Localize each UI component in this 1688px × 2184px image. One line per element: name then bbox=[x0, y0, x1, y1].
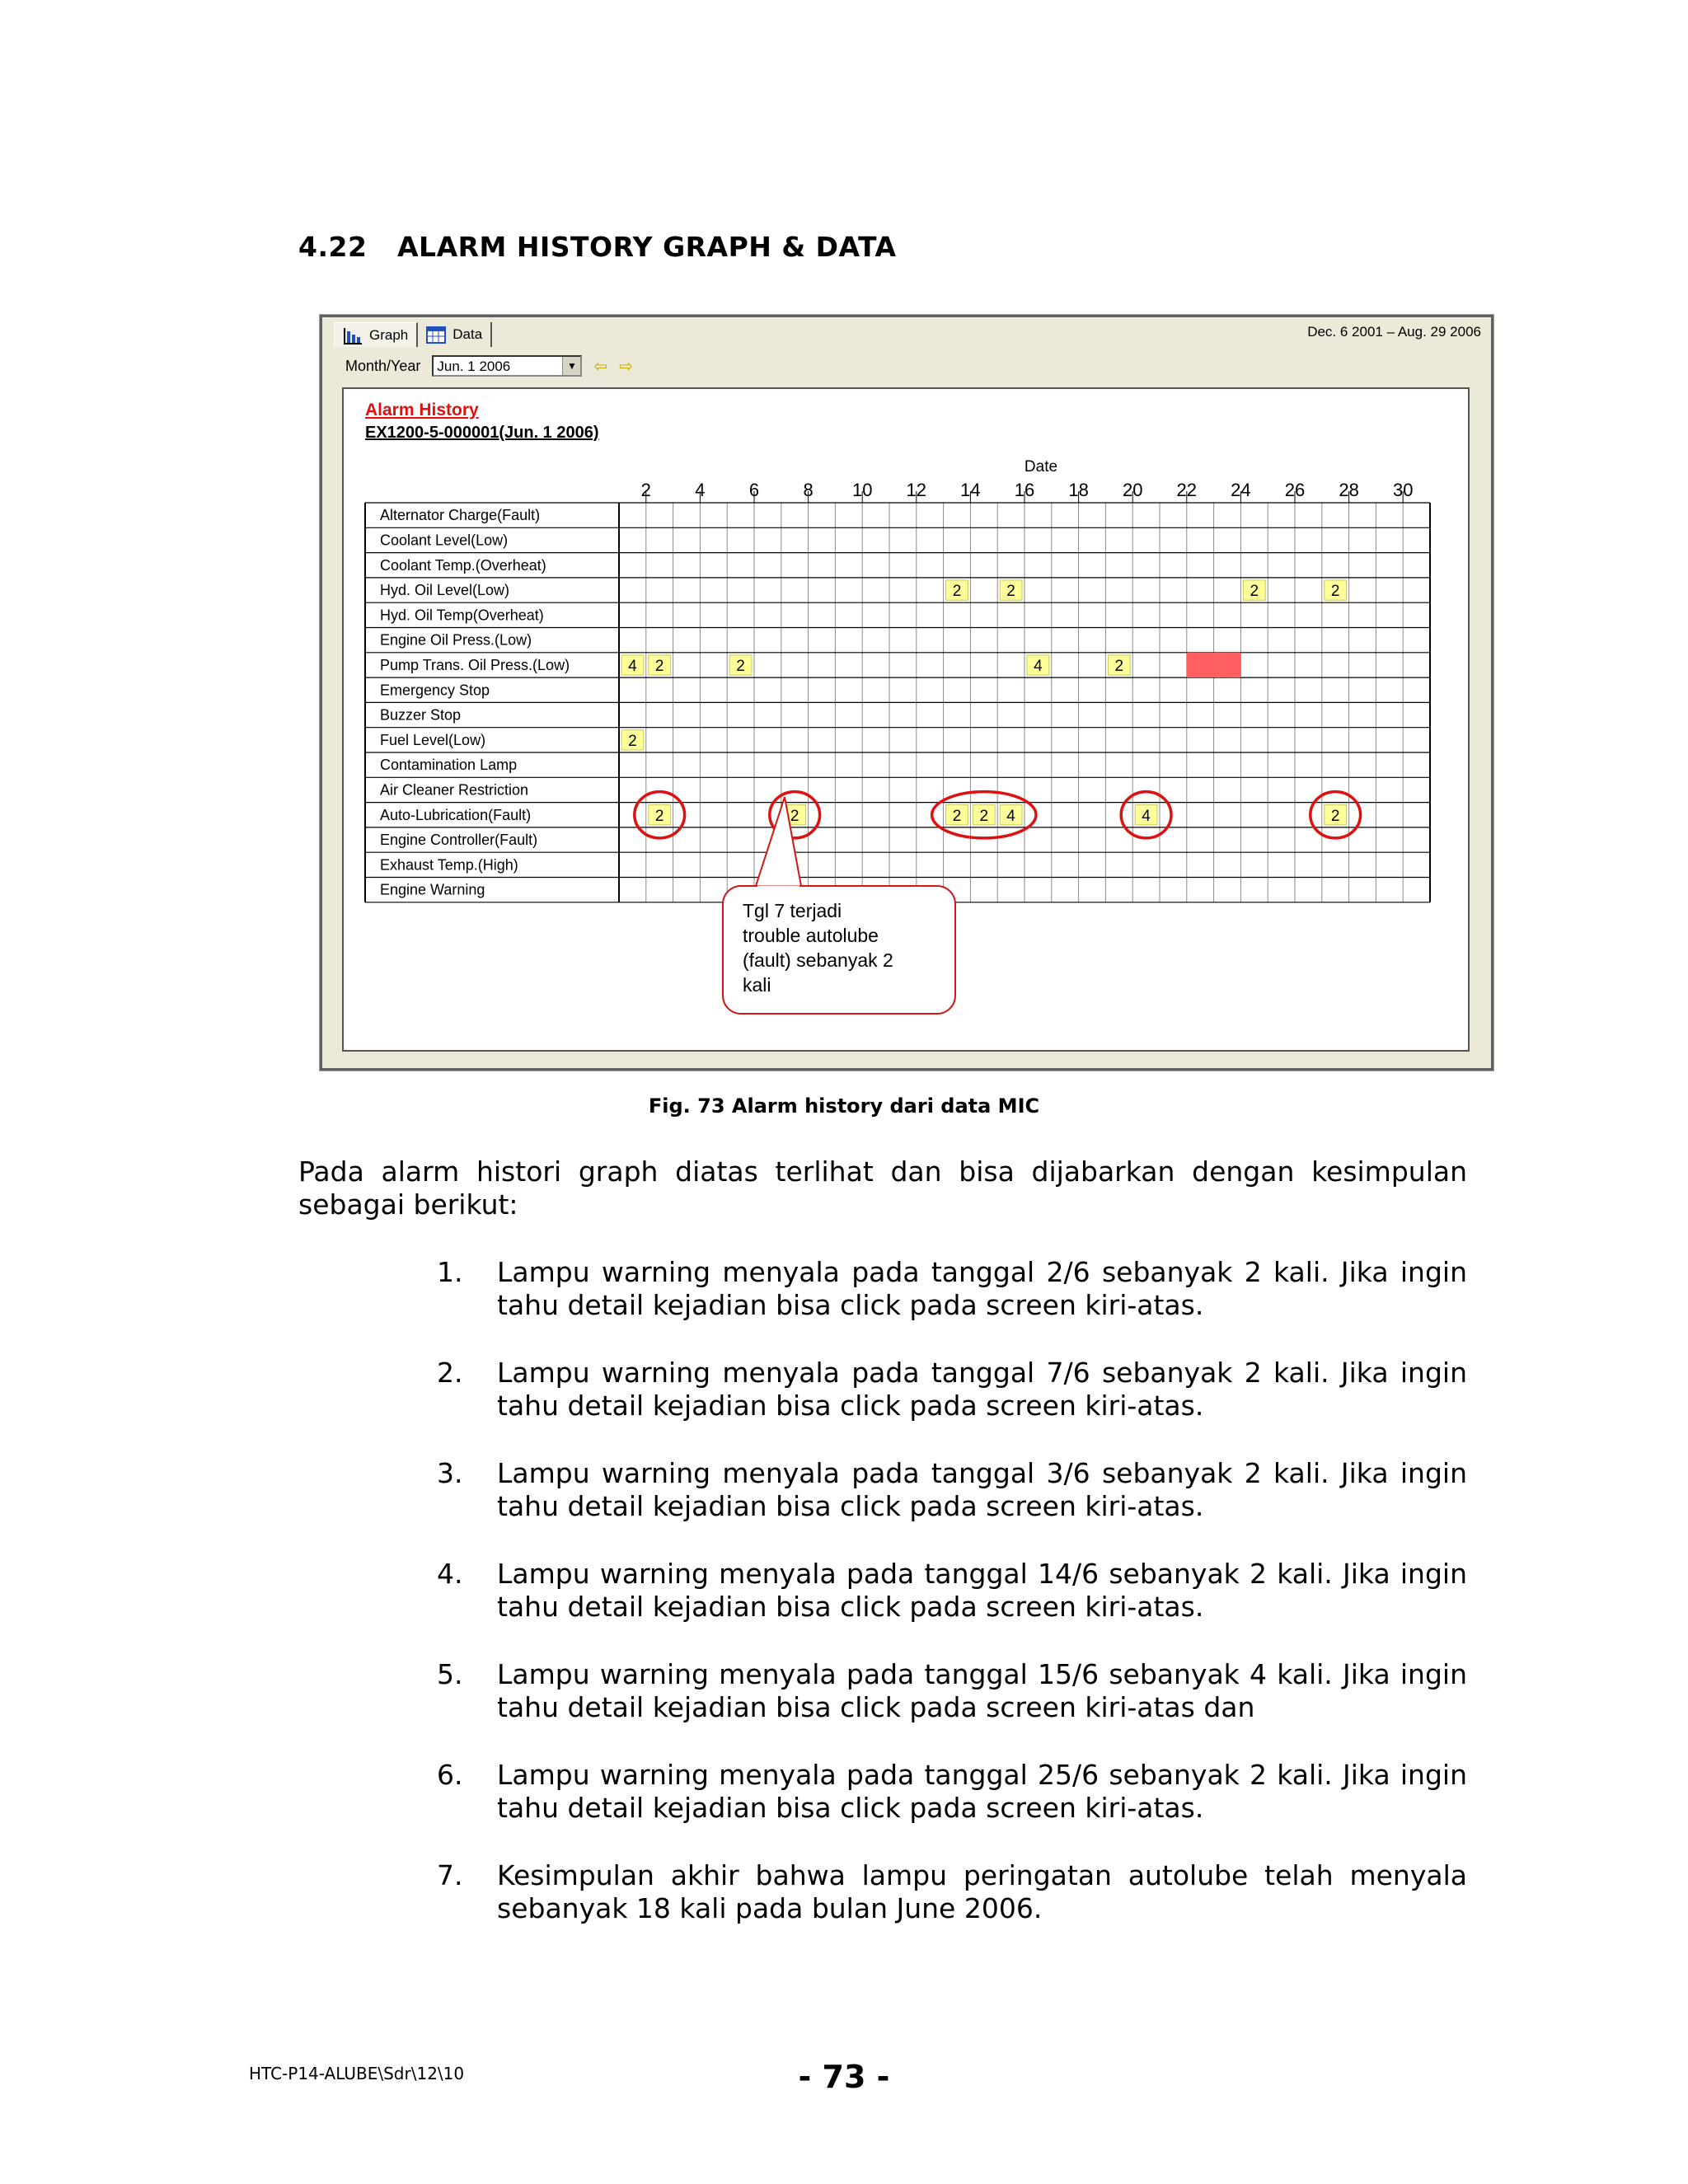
alarm-row-label: Coolant Level(Low) bbox=[380, 532, 509, 549]
list-item-number: 1. bbox=[437, 1256, 463, 1288]
section-number: 4.22 bbox=[298, 231, 368, 263]
alarm-row-label: Engine Oil Press.(Low) bbox=[380, 631, 532, 649]
x-tick-label: 16 bbox=[1014, 480, 1035, 500]
x-axis-label: Date bbox=[1024, 458, 1058, 476]
list-item-text: Lampu warning menyala pada tanggal 14/6 sebanyak 2 kali. Jika ingin tahu detail kejadian bisa click pada screen kiri-atas. bbox=[497, 1558, 1467, 1623]
callout-line-2: trouble autolube bbox=[743, 925, 879, 946]
alarm-row-label: Buzzer Stop bbox=[380, 706, 462, 724]
list-item-text: Lampu warning menyala pada tanggal 15/6 sebanyak 4 kali. Jika ingin tahu detail kejadian bisa click pada screen kiri-atas dan bbox=[497, 1658, 1467, 1723]
list-item-number: 4. bbox=[437, 1558, 463, 1590]
alarm-row-label: Engine Warning bbox=[380, 881, 485, 898]
alarm-count: 2 bbox=[628, 732, 637, 750]
month-year-value: Jun. 1 2006 bbox=[437, 359, 511, 374]
alarm-row-label: Emergency Stop bbox=[380, 682, 490, 699]
fault-cell[interactable] bbox=[1187, 653, 1214, 677]
x-tick-label: 12 bbox=[906, 480, 927, 500]
x-tick-label: 26 bbox=[1284, 480, 1306, 500]
alarm-row-label: Contamination Lamp bbox=[380, 757, 518, 774]
month-year-label: Month/Year bbox=[345, 357, 421, 374]
list-item-text: Lampu warning menyala pada tanggal 25/6 sebanyak 2 kali. Jika ingin tahu detail kejadian bisa click pada screen kiri-atas. bbox=[497, 1759, 1467, 1824]
page-number: - 73 - bbox=[798, 2059, 890, 2095]
list-item-text: Kesimpulan akhir bahwa lampu peringatan autolube telah menyala sebanyak 18 kali pada bulan June 2006. bbox=[497, 1859, 1467, 1924]
alarm-row-label: Hyd. Oil Level(Low) bbox=[380, 582, 510, 599]
x-tick-label: 30 bbox=[1392, 480, 1414, 500]
alarm-row-label: Coolant Temp.(Overheat) bbox=[380, 556, 546, 574]
alarm-count: 2 bbox=[1250, 583, 1259, 601]
alarm-count: 2 bbox=[1330, 807, 1340, 825]
x-tick-label: 20 bbox=[1122, 480, 1143, 500]
alarm-count: 2 bbox=[979, 807, 989, 825]
document-code: HTC-P14-ALUBE\Sdr\12\10 bbox=[249, 2064, 465, 2083]
tab-graph[interactable] bbox=[334, 322, 418, 347]
bar-chart-icon bbox=[343, 326, 363, 344]
tab-graph-label: Graph bbox=[369, 326, 409, 343]
alarm-count: 2 bbox=[654, 657, 664, 675]
x-tick-label: 28 bbox=[1339, 480, 1359, 500]
month-toolbar bbox=[345, 355, 633, 377]
alarm-row-label: Air Cleaner Restriction bbox=[380, 781, 529, 799]
intro-paragraph: Pada alarm histori graph diatas terlihat dan bisa dijabarkan dengan kesimpulan sebagai berikut: bbox=[298, 1155, 1467, 1221]
list-item-number: 2. bbox=[437, 1357, 463, 1389]
list-item-number: 6. bbox=[437, 1759, 463, 1791]
list-item-number: 5. bbox=[437, 1658, 463, 1690]
x-tick-label: 4 bbox=[695, 480, 706, 500]
x-tick-label: 14 bbox=[960, 480, 981, 500]
alarm-row-label: Exhaust Temp.(High) bbox=[380, 856, 518, 874]
alarm-row-label: Hyd. Oil Temp(Overheat) bbox=[380, 607, 544, 624]
x-tick-label: 24 bbox=[1231, 480, 1251, 500]
alarm-count: 4 bbox=[1006, 807, 1015, 825]
month-year-select[interactable] bbox=[432, 355, 582, 377]
list-item bbox=[437, 1759, 1467, 1825]
callout-line-4: kali bbox=[743, 974, 771, 996]
alarm-row-label: Pump Trans. Oil Press.(Low) bbox=[380, 656, 570, 673]
alarm-count: 2 bbox=[654, 807, 664, 825]
list-item bbox=[437, 1658, 1467, 1724]
conclusion-list bbox=[437, 1256, 1467, 1960]
alarm-row-label: Auto-Lubrication(Fault) bbox=[380, 806, 532, 823]
tab-data-label: Data bbox=[452, 326, 483, 342]
alarm-row-label: Engine Controller(Fault) bbox=[380, 832, 538, 849]
view-tabs bbox=[334, 322, 492, 347]
graph-panel bbox=[342, 387, 1470, 1052]
alarm-count: 2 bbox=[1006, 583, 1015, 601]
chart-title: Alarm History bbox=[365, 401, 479, 419]
x-tick-label: 6 bbox=[748, 480, 760, 500]
alarm-count: 2 bbox=[790, 807, 799, 825]
chevron-down-icon[interactable]: ▼ bbox=[562, 357, 580, 375]
alarm-history-chart bbox=[344, 389, 1468, 1050]
section-title: ALARM HISTORY GRAPH & DATA bbox=[397, 231, 897, 263]
list-item bbox=[437, 1859, 1467, 1925]
date-range: Dec. 6 2001 – Aug. 29 2006 bbox=[1307, 324, 1481, 340]
list-item-number: 7. bbox=[437, 1859, 463, 1891]
alarm-count: 4 bbox=[1034, 657, 1043, 675]
x-tick-label: 2 bbox=[640, 480, 651, 500]
figure-caption: Fig. 73 Alarm history dari data MIC bbox=[648, 1094, 1040, 1118]
list-item bbox=[437, 1357, 1467, 1422]
alarm-count: 2 bbox=[1114, 657, 1124, 675]
callout-line-1: Tgl 7 terjadi bbox=[743, 900, 842, 921]
calendar-table-icon bbox=[426, 326, 446, 344]
list-item-text: Lampu warning menyala pada tanggal 7/6 sebanyak 2 kali. Jika ingin tahu detail kejadian bisa click pada screen kiri-atas. bbox=[497, 1357, 1467, 1422]
alarm-row-label: Fuel Level(Low) bbox=[380, 731, 486, 748]
section-heading bbox=[298, 231, 897, 263]
alarm-count: 4 bbox=[628, 657, 637, 675]
alarm-count: 2 bbox=[1330, 583, 1340, 601]
list-item bbox=[437, 1558, 1467, 1624]
x-tick-label: 8 bbox=[803, 480, 814, 500]
previous-month-arrow-icon[interactable]: ⇦ bbox=[593, 357, 608, 376]
alarm-history-window bbox=[320, 315, 1493, 1071]
x-tick-label: 18 bbox=[1068, 480, 1089, 500]
tab-data[interactable] bbox=[418, 322, 492, 347]
alarm-count: 2 bbox=[952, 807, 962, 825]
alarm-count: 4 bbox=[1142, 807, 1151, 825]
chart-subtitle: EX1200-5-000001(Jun. 1 2006) bbox=[365, 424, 599, 442]
list-item-number: 3. bbox=[437, 1457, 463, 1489]
x-tick-label: 10 bbox=[851, 480, 873, 500]
list-item-text: Lampu warning menyala pada tanggal 3/6 sebanyak 2 kali. Jika ingin tahu detail kejadian bisa click pada screen kiri-atas. bbox=[497, 1457, 1467, 1522]
callout-line-3: (fault) sebanyak 2 bbox=[743, 949, 893, 971]
list-item bbox=[437, 1256, 1467, 1322]
next-month-arrow-icon[interactable]: ⇨ bbox=[619, 357, 633, 376]
alarm-count: 2 bbox=[952, 583, 962, 601]
alarm-row-label: Alternator Charge(Fault) bbox=[380, 507, 541, 524]
x-tick-label: 22 bbox=[1176, 480, 1198, 500]
list-item bbox=[437, 1457, 1467, 1523]
list-item-text: Lampu warning menyala pada tanggal 2/6 sebanyak 2 kali. Jika ingin tahu detail kejadian bisa click pada screen kiri-atas. bbox=[497, 1256, 1467, 1321]
fault-cell[interactable] bbox=[1214, 653, 1241, 677]
alarm-count: 2 bbox=[736, 657, 745, 675]
